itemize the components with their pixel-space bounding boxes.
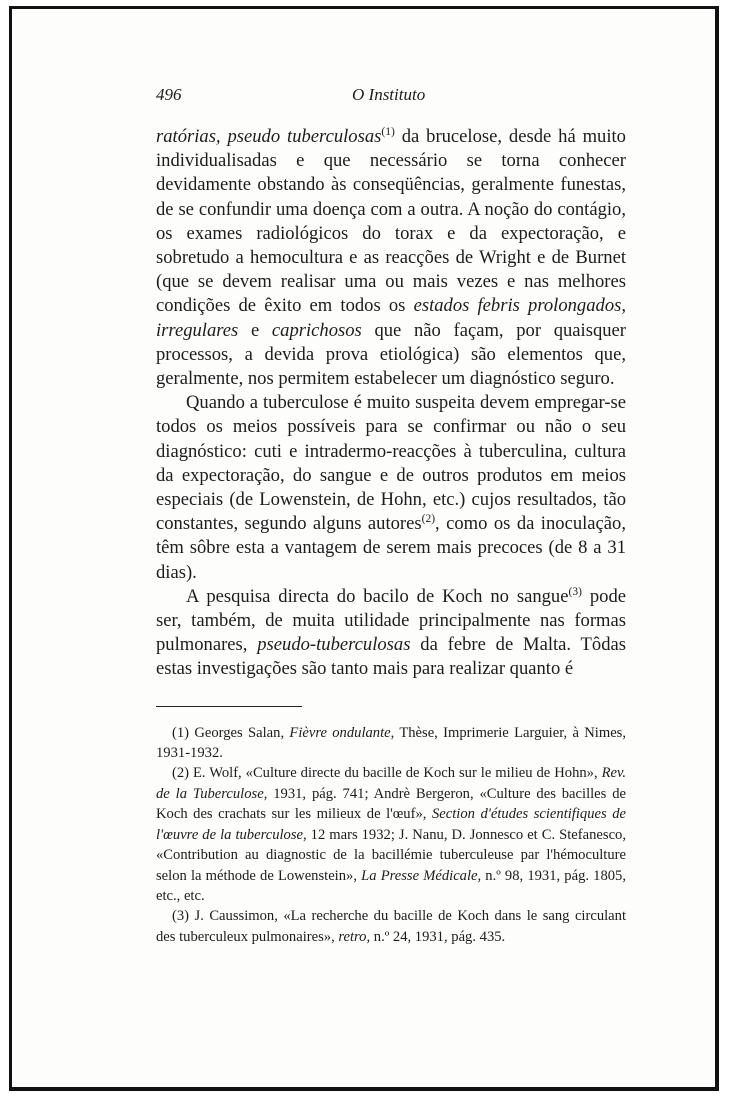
paragraph-text: , como os da inoculação, têm sôbre esta a vantagem de serem mais precoces (de 8 a 31 dias). bbox=[156, 513, 626, 583]
footnote-ref-2: (2) bbox=[421, 513, 436, 526]
footnote-text: , Thèse, Imprimerie Larguier, à Nimes, 1931-1932. bbox=[156, 724, 626, 762]
paragraph-1 bbox=[156, 125, 626, 391]
footnote-marker: (3) bbox=[172, 908, 190, 925]
paragraph-text: que não façam, por quaisquer processos, a devida prova etiológica) são elementos que, geralmente, nos permitem estabelecer um diagnóstico seguro. bbox=[156, 319, 626, 390]
italic-text: Section d'études scientifiques de l'œuvre de la tuberculose bbox=[156, 806, 626, 843]
italic-text: ratórias, pseudo tuberculosas bbox=[156, 126, 382, 147]
italic-text: La Presse Médicale bbox=[361, 867, 478, 884]
paragraph-3 bbox=[156, 585, 626, 682]
italic-text: pseudo-tuberculosas bbox=[257, 634, 411, 656]
italic-text: Rev. de la Tuberculose bbox=[156, 765, 626, 802]
running-head bbox=[156, 81, 626, 111]
italic-text: Fièvre ondulante bbox=[289, 724, 391, 741]
italic-text: caprichosos bbox=[271, 319, 362, 341]
footnote-marker: (1) bbox=[172, 724, 190, 741]
paragraph-2 bbox=[156, 391, 626, 585]
footnote-divider bbox=[156, 706, 302, 707]
book-page bbox=[9, 6, 719, 1091]
paragraph-text: da febre de Malta. Tôdas estas investigações são tanto mais para realizar quanto é bbox=[156, 634, 627, 680]
footnote-ref-3: (3) bbox=[568, 585, 582, 598]
footnote-3 bbox=[156, 906, 626, 947]
paragraph-text: pode ser, também, de muita utilidade principalmente nas formas pulmonares, bbox=[156, 585, 627, 656]
footnote-text: J. Caussimon, «La recherche du bacille de Koch dans le sang circulant des tuberculeux pulmonaires», bbox=[156, 908, 626, 945]
paragraph-text: da brucelose, desde há muito individualisadas e que necessário se torna conhecer devidamente obstando às conseqüências, geralmente funestas, de se confundir uma doença com a outra. A noção do contágio, os exames radiológicos do torax e da expectoração, e sobretudo a hemocultura e as reacções de Wright e de Burnet (que se devem realisar uma ou mais vezes e nas melhores condições de êxito em todos os bbox=[156, 126, 626, 317]
running-title: O Instituto bbox=[352, 85, 426, 104]
page-number: 496 bbox=[156, 85, 182, 104]
footnote-1 bbox=[156, 723, 626, 764]
page-content bbox=[156, 81, 626, 947]
footnotes bbox=[156, 723, 626, 947]
italic-text: estados febris prolongados, irregulares bbox=[156, 295, 627, 341]
italic-text: retro bbox=[338, 928, 367, 945]
paragraph-text: A pesquisa directa do bacilo de Koch no sangue bbox=[186, 585, 569, 607]
body-text bbox=[156, 125, 626, 682]
footnote-text: , 1931, pág. 741; Andrè Bergeron, «Culture des bacilles de Koch des crachats sur les milieux de l'œuf», bbox=[156, 785, 626, 823]
paragraph-text: Quando a tuberculose é muito suspeita devem empregar-se todos os meios possíveis para se confirmar ou não o seu diagnóstico: cuti e intradermo-reacções à tuberculina, cultura da expectoração, do sangue e de outros produtos em meios especiais (de Lowenstein, de Hohn, etc.) cujos resultados, tão constantes, segundo alguns autores bbox=[156, 392, 626, 535]
footnote-2 bbox=[156, 763, 626, 906]
paragraph-text: e bbox=[238, 319, 272, 341]
footnote-text: , 12 mars 1932; J. Nanu, D. Jonnesco et C. Stefanesco, «Contribution au diagnostic de la bacillémie tuberculeuse par l'hémoculture selon la méthode de Lowenstein», bbox=[156, 826, 626, 884]
footnote-ref-1: (1) bbox=[381, 125, 395, 138]
footnote-text: , n.º 24, 1931, pág. 435. bbox=[366, 928, 506, 945]
footnote-marker: (2) bbox=[172, 765, 190, 782]
footnote-text: Georges Salan, bbox=[189, 724, 290, 741]
footnote-text: E. Wolf, «Culture directe du bacille de Koch sur le milieu de Hohn», bbox=[189, 765, 602, 782]
footnote-text: , n.º 98, 1931, pág. 1805, etc., etc. bbox=[156, 867, 627, 904]
